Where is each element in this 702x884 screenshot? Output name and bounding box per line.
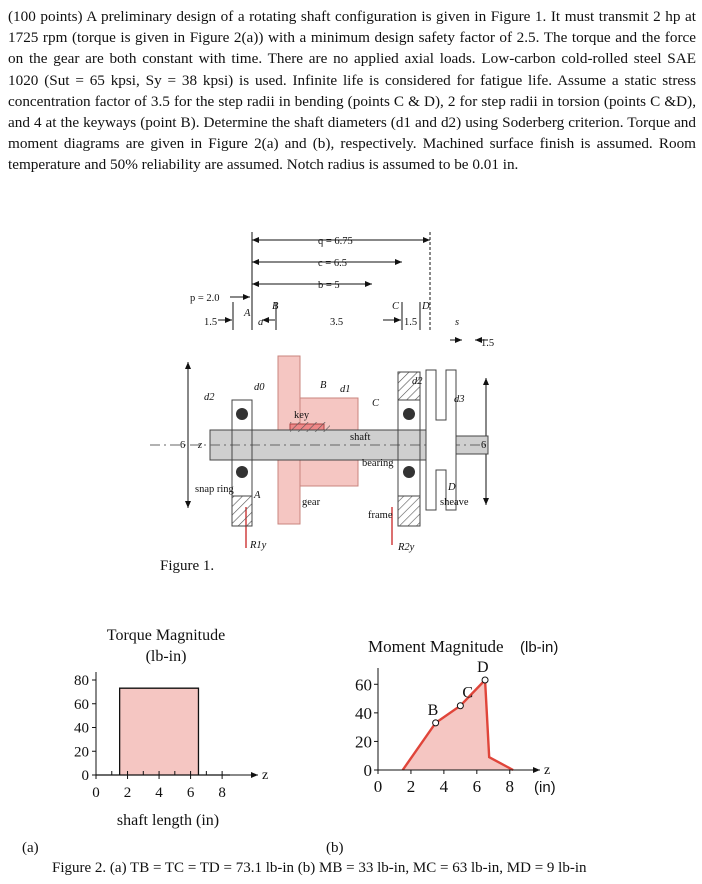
label-sheave: sheave [440, 497, 469, 508]
moment-area [403, 680, 513, 770]
label-r2y: R2y [398, 542, 415, 553]
moment-xtick-label-4: 4 [439, 777, 449, 796]
moment-units: (lb-in) [520, 639, 559, 656]
moment-xtick-label-0: 0 [373, 777, 383, 796]
moment-ytick-label-20: 20 [355, 732, 372, 752]
moment-point-B [433, 720, 439, 726]
axis-z: z [198, 440, 203, 451]
dim-a: a [258, 317, 264, 328]
torque-title: Torque Magnitude [106, 627, 226, 644]
torque-subtitle: (lb-in) [145, 648, 187, 665]
bearing-left [232, 400, 252, 526]
diam-d2-right: d2 [412, 376, 423, 387]
figure-2-caption: Figure 2. (a) TB = TC = TD = 73.1 lb-in (b) MB = 33 lb-in, MC = 63 lb-in, MD = 9 lb-in [52, 860, 587, 876]
dim-q: q = 6.75 [318, 236, 353, 247]
moment-label-B: B [427, 701, 439, 719]
figure-1-caption: Figure 1. [160, 558, 215, 574]
dim-3-5: 3.5 [330, 317, 344, 328]
torque-ytick-label-40: 40 [74, 720, 89, 737]
torque-ytick-label-0: 0 [81, 768, 89, 784]
dim-1-5-b: 1.5 [404, 317, 418, 328]
label-key: key [294, 410, 310, 421]
torque-xtick-label-0: 0 [92, 785, 100, 801]
moment-z-symbol: z [544, 763, 551, 778]
torque-xlabel: shaft length (in) [116, 812, 220, 829]
torque-xtick-label-2: 2 [123, 785, 132, 801]
torque-xtick-label-4: 4 [155, 785, 163, 801]
moment-xtick-label-2: 2 [406, 777, 416, 796]
dim-6-left: 6 [180, 440, 186, 451]
label-bearing: bearing [362, 458, 394, 469]
moment-label-C: C [462, 684, 474, 702]
moment-ytick-label-0: 0 [363, 761, 372, 780]
figure-2-label-a: (a) [22, 840, 39, 856]
point-D-top: D [422, 301, 430, 312]
label-frame: frame [368, 510, 393, 521]
moment-label-D: D [477, 659, 489, 676]
point-B-gear: B [320, 380, 327, 391]
torque-ytick-label-60: 60 [74, 696, 89, 713]
dim-1-5-c: 1.5 [481, 338, 495, 349]
moment-title: Moment Magnitude [368, 637, 504, 656]
point-B-top: B [272, 301, 279, 312]
torque-area [96, 688, 230, 775]
torque-z-symbol: z [262, 768, 269, 783]
point-A-top: A [244, 308, 251, 319]
dim-1-5-a: 1.5 [204, 317, 218, 328]
diam-d2-left: d2 [204, 392, 215, 403]
point-A-body: A [254, 490, 261, 501]
moment-ytick-label-60: 60 [355, 675, 372, 695]
point-D-body: D [448, 482, 456, 493]
label-gear: gear [302, 497, 321, 508]
point-C-top: C [392, 301, 400, 312]
dim-6-right: 6 [481, 440, 487, 451]
moment-chart [355, 637, 558, 796]
label-shaft: shaft [350, 432, 371, 443]
dim-p: p = 2.0 [190, 293, 220, 304]
label-snap-ring: snap ring [195, 484, 234, 495]
dim-b: b = 5 [318, 280, 340, 291]
moment-xtick-label-8: 8 [505, 777, 515, 796]
torque-ytick-label-20: 20 [74, 744, 89, 761]
moment-ytick-label-40: 40 [355, 703, 372, 723]
diam-d3: d3 [454, 394, 465, 405]
moment-point-C [457, 703, 463, 709]
diam-d1: d1 [340, 384, 351, 395]
torque-xtick-label-6: 6 [186, 785, 195, 801]
torque-ytick-label-80: 80 [74, 673, 89, 689]
figure-2-label-b: (b) [326, 840, 344, 856]
dim-s: s [455, 317, 460, 328]
torque-xtick-label-8: 8 [218, 785, 226, 801]
torque-chart [74, 627, 268, 829]
moment-x-unit: (in) [534, 779, 556, 796]
point-C-body: C [372, 398, 380, 409]
dim-c: c = 6.5 [318, 258, 347, 269]
problem-text: (100 points) A preliminary design of a rotating shaft configuration is given in Figure 1. It must transmit 2 hp at 1725 rpm (torque is given in Figure 2(a)) with a minimum design safety factor of 2.5. The torque and the force on the gear are both constant with time. There are no applied axial loads. Low-carbon cold-rolled steel SAE 1020 (Sut = 65 kpsi, Sy = 38 kpsi) is used. Infinite life is considered for fatigue life. Assume a static stress concentration factor of 3.5 for the step radii in bending (points C & D), 2 for step radii in torsion (points C &D), and 4 at the keyways (point B). Determine the shaft diameters (d1 and d2) using Soderberg criterion. Torque and moment diagrams are given in Figure 2(a) and (b), respectively. Machined surface finish is assumed. Room temperature and 50% reliability are assumed. Notch radius is assumed to be 0.01 in. [8, 8, 696, 174]
diam-d0: d0 [254, 382, 265, 393]
moment-point-D [482, 677, 488, 683]
moment-xtick-label-6: 6 [472, 777, 482, 796]
label-r1y: R1y [250, 540, 267, 551]
